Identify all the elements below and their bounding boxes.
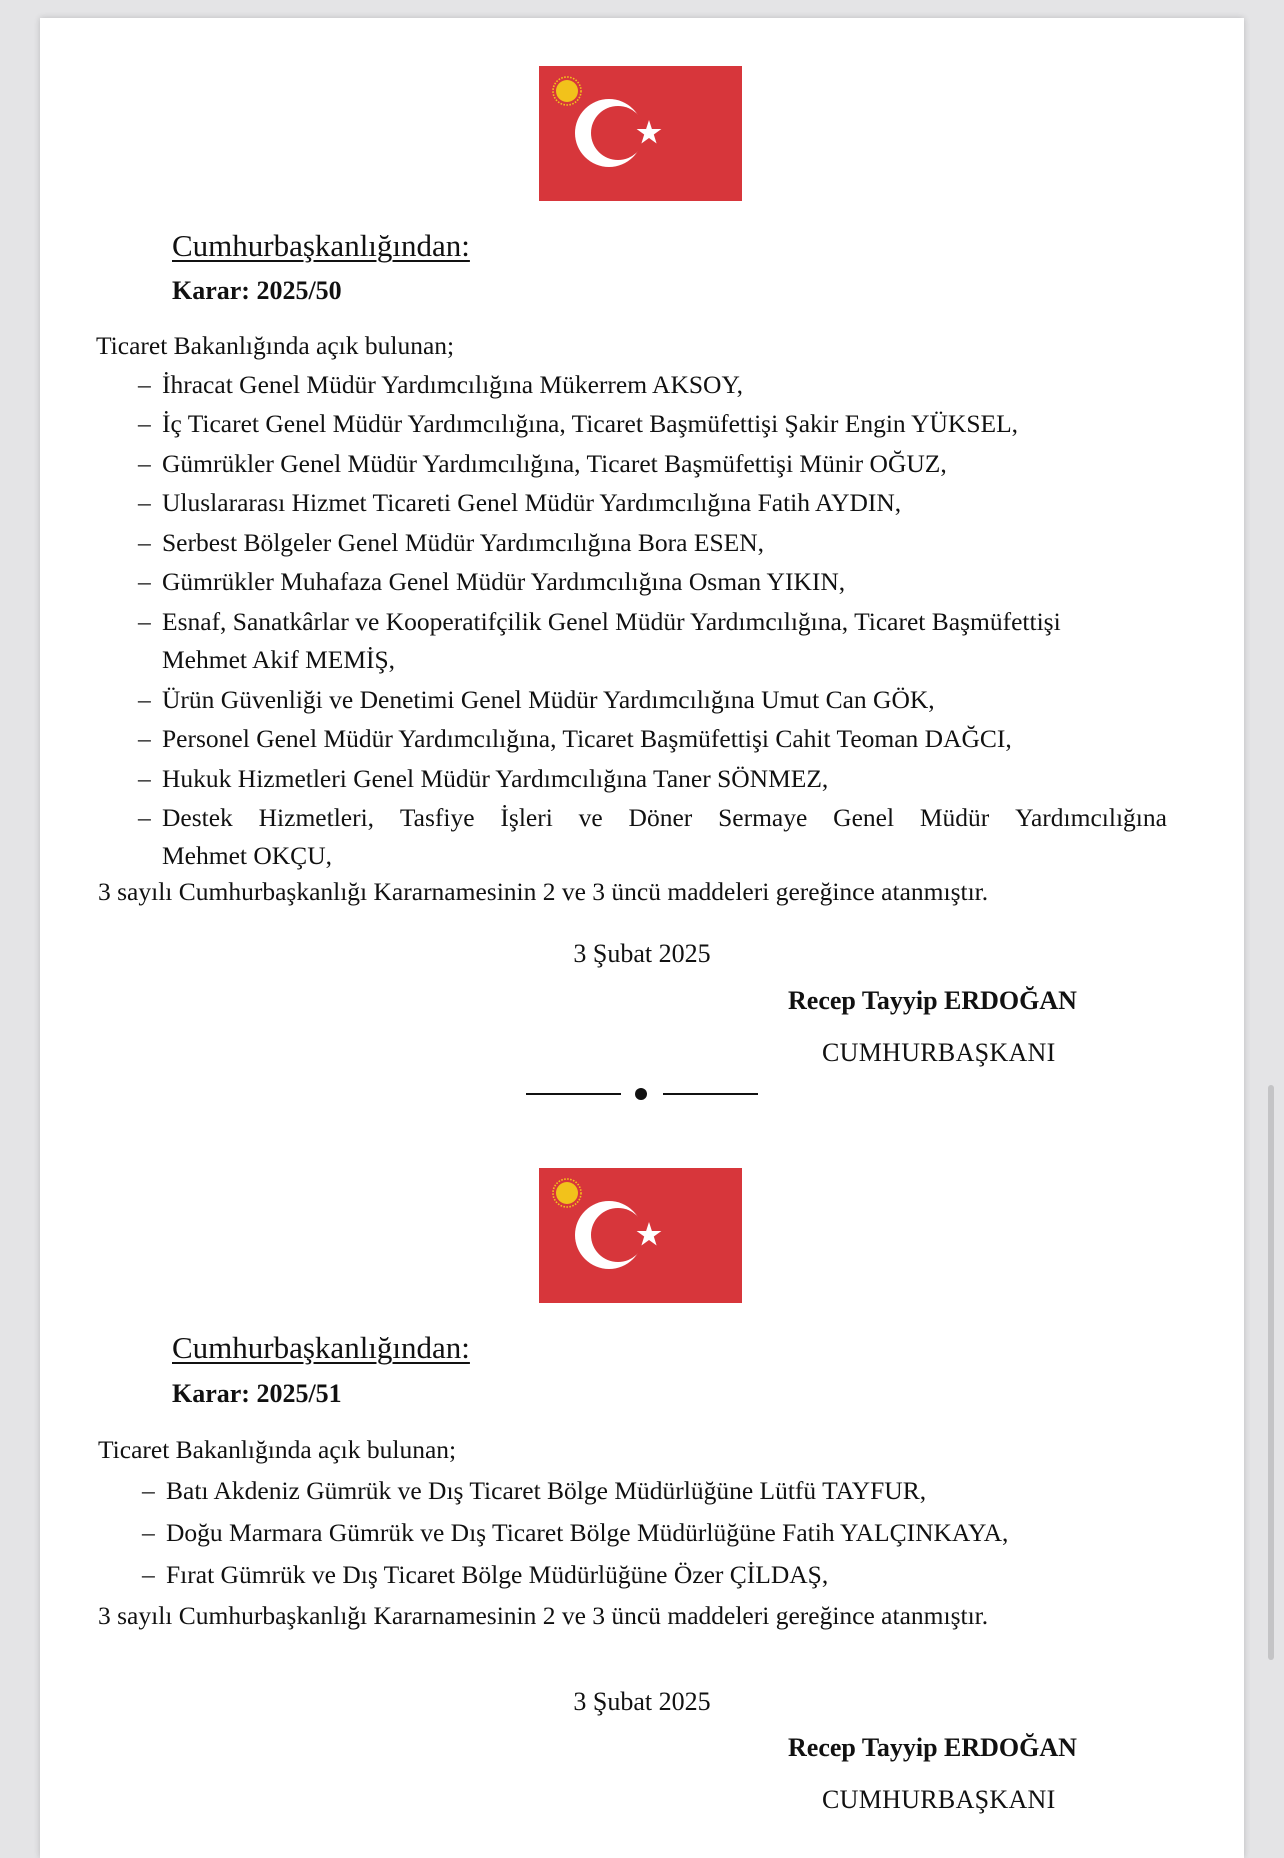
- scrollbar[interactable]: [1268, 1085, 1274, 1660]
- list-dash: –: [138, 370, 151, 399]
- list-dash: –: [138, 764, 151, 793]
- decree-separator: [526, 1086, 758, 1098]
- decree-heading: Cumhurbaşkanlığından:: [172, 1330, 470, 1365]
- list-item-text: Doğu Marmara Gümrük ve Dış Ticaret Bölge Müdürlüğüne Fatih YALÇINKAYA,: [166, 1518, 1009, 1547]
- list-dash: –: [138, 803, 151, 832]
- list-item-text: İhracat Genel Müdür Yardımcılığına Mükerrem AKSOY,: [162, 370, 743, 399]
- list-dash: –: [142, 1518, 155, 1547]
- list-item-text: Uluslararası Hizmet Ticareti Genel Müdür Yardımcılığına Fatih AYDIN,: [162, 488, 902, 517]
- list-dash: –: [142, 1476, 155, 1505]
- list-dash: –: [142, 1560, 155, 1589]
- list-dash: –: [138, 488, 151, 517]
- decree-closing: 3 sayılı Cumhurbaşkanlığı Kararnamesinin 2 ve 3 üncü maddeleri gereğince atanmıştır.: [98, 877, 989, 906]
- separator-dot-icon: [635, 1088, 647, 1100]
- list-item-text: Hukuk Hizmetleri Genel Müdür Yardımcılığına Taner SÖNMEZ,: [162, 764, 829, 793]
- signatory-title: CUMHURBAŞKANI: [822, 1785, 1056, 1814]
- presidential-flag-icon: [539, 1168, 742, 1303]
- decree-heading: Cumhurbaşkanlığından:: [172, 228, 470, 263]
- list-dash: –: [138, 685, 151, 714]
- list-item-text: Esnaf, Sanatkârlar ve Kooperatifçilik Genel Müdür Yardımcılığına, Ticaret Başmüfettişi: [162, 607, 1061, 636]
- list-item-text: Ürün Güvenliği ve Denetimi Genel Müdür Yardımcılığına Umut Can GÖK,: [162, 685, 935, 714]
- decision-number: Karar: 2025/50: [172, 276, 342, 305]
- list-item-continuation: Mehmet Akif MEMİŞ,: [162, 645, 396, 674]
- list-dash: –: [138, 409, 151, 438]
- decree-date: 3 Şubat 2025: [573, 1687, 711, 1716]
- signatory-name: Recep Tayyip ERDOĞAN: [788, 1733, 1077, 1762]
- presidential-flag-icon: [539, 66, 742, 201]
- list-item-text: İç Ticaret Genel Müdür Yardımcılığına, Ticaret Başmüfettişi Şakir Engin YÜKSEL,: [162, 409, 1019, 438]
- decision-number: Karar: 2025/51: [172, 1379, 342, 1408]
- list-dash: –: [138, 724, 151, 753]
- list-dash: –: [138, 607, 151, 636]
- list-dash: –: [138, 449, 151, 478]
- list-dash: –: [138, 528, 151, 557]
- signatory-title: CUMHURBAŞKANI: [822, 1038, 1056, 1067]
- list-item-text: Fırat Gümrük ve Dış Ticaret Bölge Müdürlüğüne Özer ÇİLDAŞ,: [166, 1560, 829, 1589]
- list-item-text: Personel Genel Müdür Yardımcılığına, Ticaret Başmüfettişi Cahit Teoman DAĞCI,: [162, 724, 1012, 753]
- list-item-text: Destek Hizmetleri, Tasfiye İşleri ve Döner Sermaye Genel Müdür Yardımcılığına: [162, 803, 1167, 832]
- decree-intro: Ticaret Bakanlığında açık bulunan;: [96, 331, 455, 360]
- decree-date: 3 Şubat 2025: [573, 939, 711, 968]
- list-item-continuation: Mehmet OKÇU,: [162, 841, 332, 870]
- signatory-name: Recep Tayyip ERDOĞAN: [788, 986, 1077, 1015]
- separator-line: [526, 1093, 621, 1095]
- decree-closing: 3 sayılı Cumhurbaşkanlığı Kararnamesinin 2 ve 3 üncü maddeleri gereğince atanmıştır.: [98, 1601, 989, 1630]
- list-item-text: Serbest Bölgeler Genel Müdür Yardımcılığına Bora ESEN,: [162, 528, 764, 557]
- list-item-text: Batı Akdeniz Gümrük ve Dış Ticaret Bölge Müdürlüğüne Lütfü TAYFUR,: [166, 1476, 927, 1505]
- list-dash: –: [138, 567, 151, 596]
- separator-line: [663, 1093, 758, 1095]
- decree-intro: Ticaret Bakanlığında açık bulunan;: [98, 1435, 457, 1464]
- list-item-text: Gümrükler Genel Müdür Yardımcılığına, Ticaret Başmüfettişi Münir OĞUZ,: [162, 449, 947, 478]
- list-item-text: Gümrükler Muhafaza Genel Müdür Yardımcılığına Osman YIKIN,: [162, 567, 846, 596]
